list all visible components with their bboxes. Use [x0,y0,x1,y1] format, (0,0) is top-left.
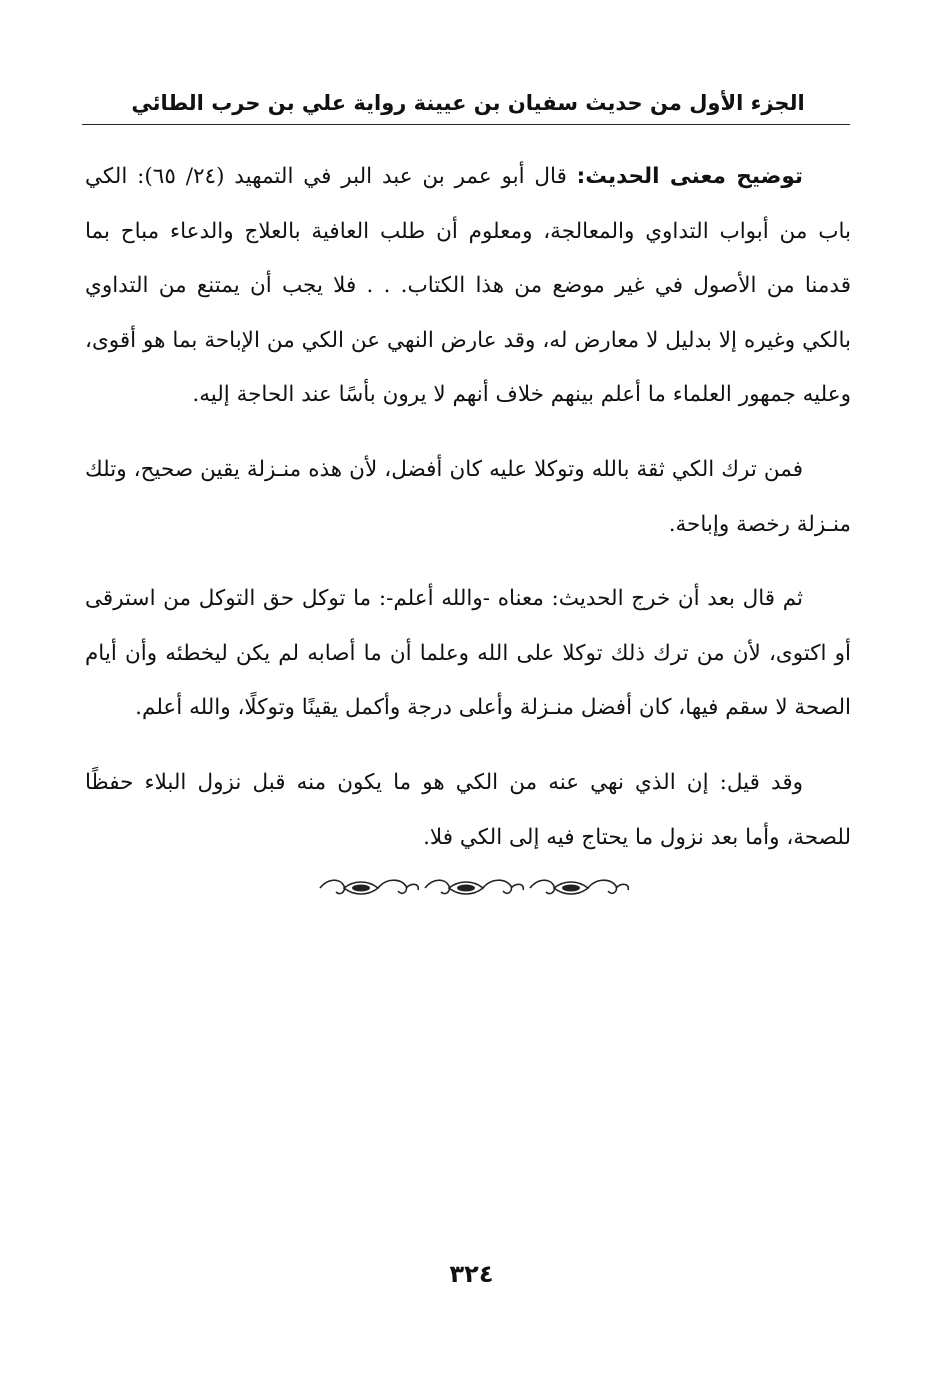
page-number: ٣٢٤ [449,1260,494,1288]
paragraph-1-text: قال أبو عمر بن عبد البر في التمهيد (٢٤/ ٦٥): الكي باب من أبواب التداوي والمعالجة، ومعلوم أن طلب العافية بالعلاج والدعاء مباح بما قدمنا من الأصول في غير موضع من هذا الكتاب. . . فلا يجب أن يمتنع من التداوي بالكي وغيره إلا بدليل لا معارض له، وقد عارض النهي عن الكي من الإباحة بما هو أقوى، وعليه جمهور العلماء ما أعلم بينهم خلاف أنهم لا يرون بأسًا عند الحاجة إليه. [85,164,851,408]
paragraph-2: فمن ترك الكي ثقة بالله وتوكلا عليه كان أفضل، لأن هذه منـزلة يقين صحيح، وتلك منـزلة رخصة وإباحة. [85,456,851,537]
running-header: الجزء الأول من حديث سفيان بن عيينة رواية علي بن حرب الطائي [131,91,805,115]
header-rule [82,124,850,125]
paragraph-4: وقد قيل: إن الذي نهي عنه من الكي هو ما يكون منه قبل نزول البلاء حفظًا للصحة، وأما بعد نزول ما يحتاج فيه إلى الكي فلا. [85,769,851,850]
body-text [85,150,851,885]
section-heading: توضيح معنى الحديث: [576,164,803,189]
floral-divider-icon [310,866,640,910]
paragraph-3: ثم قال بعد أن خرج الحديث: معناه -والله أعلم-: ما توكل حق التوكل من استرقى أو اكتوى، لأن من ترك ذلك توكلا على الله وعلما أن ما أصابه لم يكن ليخطئه وأن أيام الصحة لا سقم فيها، كان أفضل منـزلة وأعلى درجة وأكمل يقينًا وتوكلًا، والله أعلم. [85,586,851,721]
paragraph-1 [85,150,851,423]
